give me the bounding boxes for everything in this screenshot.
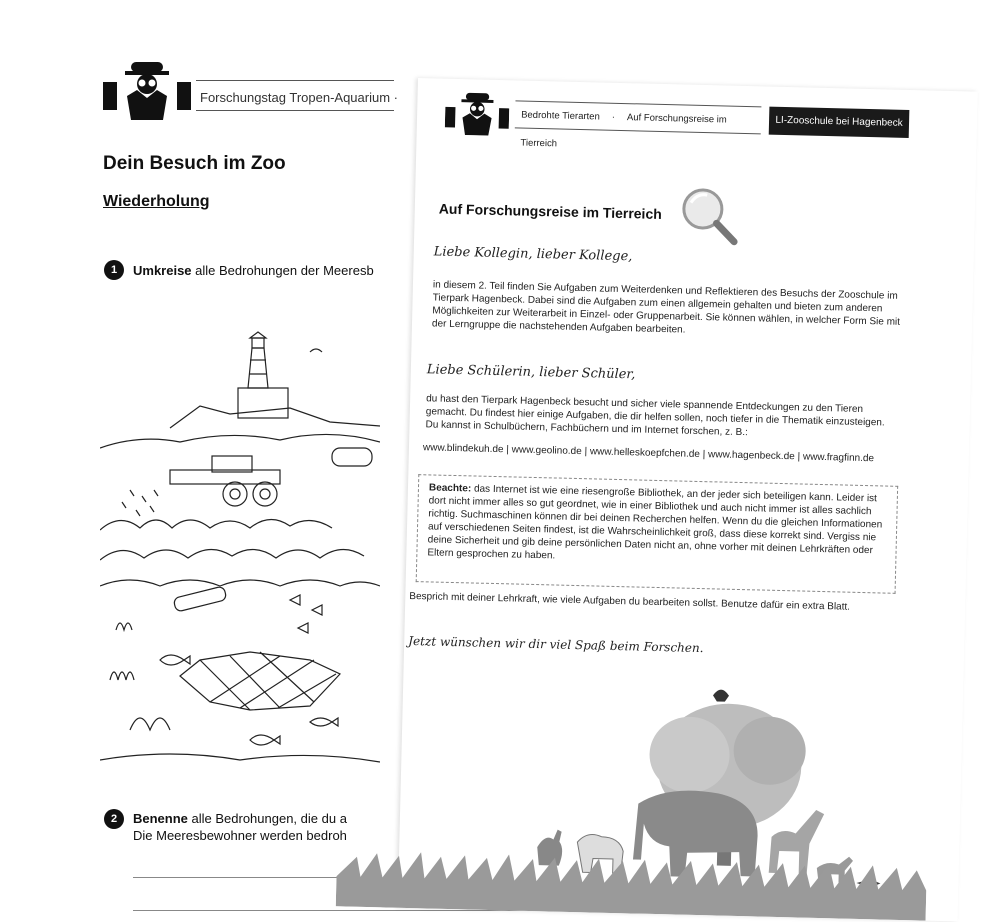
task-2-text [133,811,363,826]
task-1-text [133,263,385,278]
school-badge: LI-Zooschule bei Hagenbeck [769,107,910,138]
ocean-threats-illustration [100,330,380,770]
task-1-verb: Umkreise [133,263,192,278]
students-text: du hast den Tierpark Hagenbeck besucht und sicher viele spannende Entdeckungen zu den Tieren gemacht. Du findest hier einige Aufgaben, die dir helfen sollen, noch tiefer in die Thematik einzusteigen. Du kannst in Schulbüchern, Fachbüchern und im Internet forschen, z. B.: [425,393,885,439]
greeting-students: Liebe Schülerin, lieber Schüler, [426,362,636,383]
task-2-line2: Die Meeresbewohner werden bedroh [133,828,347,843]
animals-tree-illustration [336,676,931,920]
worksheet-header [515,100,762,150]
header-separator: · [611,111,616,123]
magnifying-glass-icon [676,182,742,248]
task-number-2: 2 [104,809,124,829]
header-rule [196,80,394,81]
website-links[interactable]: www.blindekuh.de | www.geolino.de | www.helleskoepfchen.de | www.hagenbeck.de | www.fragfinn.de [422,442,875,465]
page-title: Auf Forschungsreise im Tierreich [438,200,662,222]
note-text: das Internet ist wie eine riesengroße Bibliothek, an der jeder sich beteiligen kann. Leider ist dort nicht immer alles so gut geordnet, wie in einer Bibliothek und auch nicht immer ist alles sachlich richtig. Suchmaschinen können dir bei deinen Recherchen helfen. Wenn du die gleichen Informationen auf verschiedenen Seiten findest, ist die Wahrscheinlichkeit groß, dass diese korrekt sind. Vergiss nie deine Sicherheit und gib deine persönlichen Daten nicht an, ohne vorher mit deinen Lehrkräften oder Eltern gesprochen zu haben. [427,483,883,562]
section-subtitle: Wiederholung [103,193,210,210]
explorer-logo-icon [445,91,510,137]
task-2-rest: alle Bedrohungen, die du a [187,811,347,826]
task-number-1: 1 [104,260,124,280]
greeting-teachers: Liebe Kollegin, lieber Kollege, [433,244,633,265]
note-box [416,474,898,594]
task-2-verb: Benenne [133,811,188,826]
header-rule [196,110,394,111]
note-label: Beachte: [428,482,472,495]
front-worksheet [398,78,978,921]
page-title: Dein Besuch im Zoo [103,153,286,174]
instruction-text: Besprich mit deiner Lehrkraft, wie viele Aufgaben du bearbeiten sollst. Benutze dafür ein extra Blatt. [409,590,851,613]
header-unit: Auf Forschungsreise im Tierreich [520,112,727,150]
task-1-rest: alle Bedrohungen der Meeresb [191,263,374,278]
header-topic: Bedrohte Tierarten [520,109,600,123]
answer-line [133,877,353,878]
explorer-logo-icon [103,60,191,120]
teachers-text: in diesem 2. Teil finden Sie Aufgaben zum Weiterdenken und Reflektieren des Besuchs der Zooschule im Tierpark Hagenbeck. Dabei sind die Aufgaben zum einen allgemein gehalten und bieten zum anderen Möglichkeiten zur Weiterarbeit in Einzel- oder Gruppenarbeit. Sie können wählen, in welcher Form Sie mit der Lerngruppe die nachstehenden Aufgaben bearbeiten. [431,279,901,336]
closing-text: Jetzt wünschen wir dir viel Spaß beim Forschen. [408,633,704,656]
worksheet-header: Forschungstag Tropen-Aquarium · [200,90,398,105]
